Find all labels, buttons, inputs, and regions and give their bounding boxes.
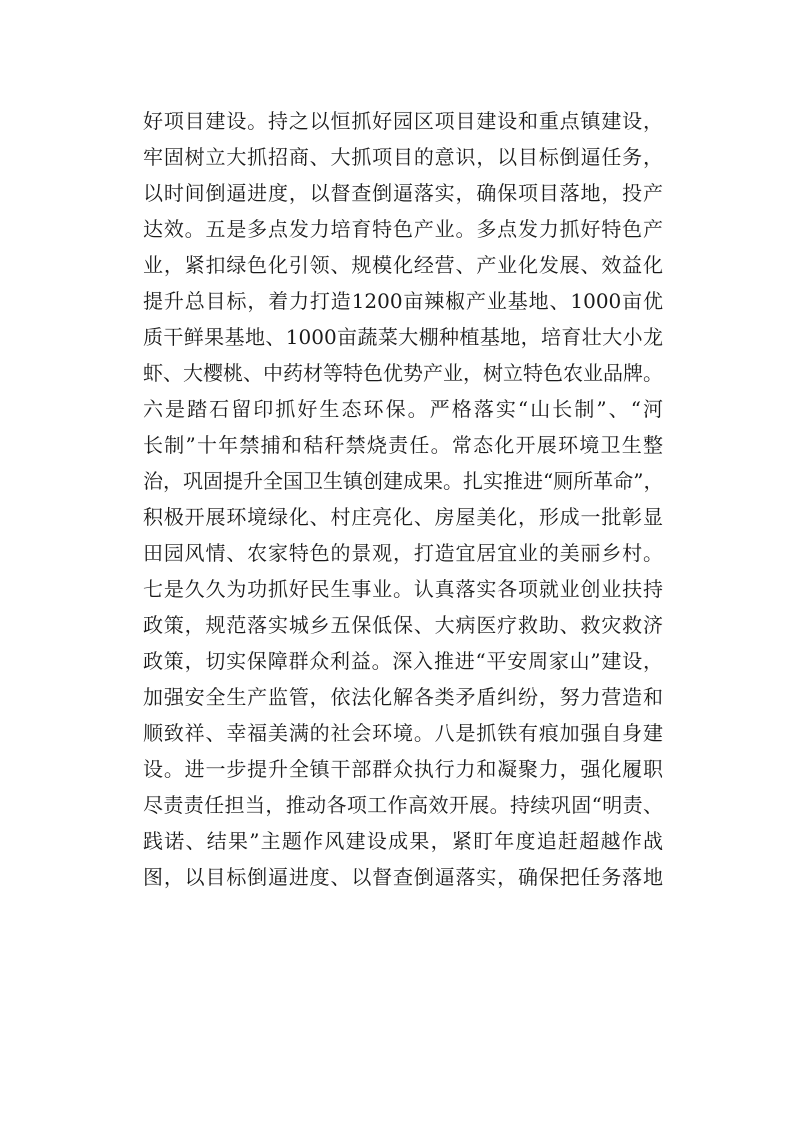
text-line-3: 以时间倒逼进度，以督查倒逼落实，确保项目落地，投产 — [143, 181, 663, 205]
text-line-18: 顺致祥、幸福美满的社会环境。八是抓铁有痕加强自身建 — [143, 721, 663, 745]
text-line-7: 质干鲜果基地、1000亩蔬菜大棚种植基地，培育壮大小龙 — [143, 325, 663, 349]
text-line-20: 尽责责任担当，推动各项工作高效开展。持续巩固“明责、 — [143, 793, 663, 817]
text-line-21: 践诺、结果”主题作风建设成果，紧盯年度追赶超越作战 — [143, 829, 663, 853]
text-line-14: 七是久久为功抓好民生事业。认真落实各项就业创业扶持 — [143, 577, 663, 601]
text-line-2: 牢固树立大抓招商、大抓项目的意识，以目标倒逼任务， — [143, 145, 663, 169]
text-line-19: 设。进一步提升全镇干部群众执行力和凝聚力，强化履职 — [143, 757, 663, 781]
text-line-12: 积极开展环境绿化、村庄亮化、房屋美化，形成一批彰显 — [143, 505, 663, 529]
text-line-15: 政策，规范落实城乡五保低保、大病医疗救助、救灾救济 — [143, 613, 663, 637]
text-line-9: 六是踏石留印抓好生态环保。严格落实“山长制”、“河 — [143, 397, 663, 421]
text-line-22: 图，以目标倒逼进度、以督查倒逼落实，确保把任务落地 — [143, 865, 663, 889]
text-line-5: 业，紧扣绿色化引领、规模化经营、产业化发展、效益化 — [143, 253, 663, 277]
text-line-17: 加强安全生产监管，依法化解各类矛盾纠纷，努力营造和 — [143, 685, 663, 709]
text-line-6: 提升总目标，着力打造1200亩辣椒产业基地、1000亩优 — [143, 289, 663, 313]
text-line-16: 政策，切实保障群众利益。深入推进“平安周家山”建设， — [143, 649, 663, 673]
text-line-10: 长制”十年禁捕和秸秆禁烧责任。常态化开展环境卫生整 — [143, 433, 663, 457]
body-text — [143, 103, 663, 895]
text-line-8: 虾、大樱桃、中药材等特色优势产业，树立特色农业品牌。 — [143, 361, 663, 385]
text-line-4: 达效。五是多点发力培育特色产业。多点发力抓好特色产 — [143, 217, 663, 241]
text-line-13: 田园风情、农家特色的景观，打造宜居宜业的美丽乡村。 — [143, 541, 663, 565]
text-line-11: 治，巩固提升全国卫生镇创建成果。扎实推进“厕所革命”， — [143, 469, 664, 493]
text-line-1: 好项目建设。持之以恒抓好园区项目建设和重点镇建设， — [143, 109, 663, 133]
